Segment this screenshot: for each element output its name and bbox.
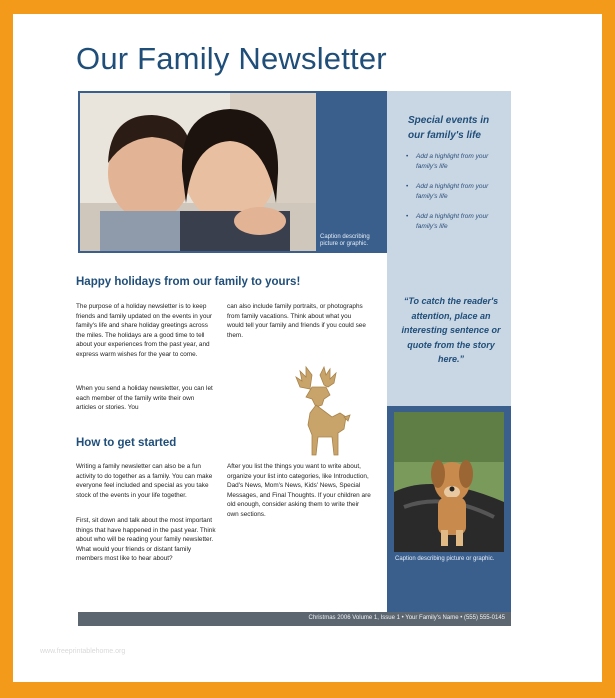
body-paragraph: The purpose of a holiday newsletter is to keep friends and family updated on the events in your family's life and share holiday greetings across the miles. The holidays are a good time to tell about your experiences from the past year, and express warm wishes for the year to come. — [76, 303, 213, 358]
body-paragraph: First, sit down and talk about the most important things that have happened in the past year. Think about who will be reading your family newsletter. What would your friends or distant family members most like to hear about? — [76, 517, 216, 563]
list-item: • Add a highlight from your family's life — [406, 213, 489, 230]
body-paragraph: When you send a holiday newsletter, you can let each member of the family write their own articles or stories. You — [76, 385, 213, 412]
children-photo — [80, 93, 316, 251]
watermark: www.freeprintablehome.org — [40, 648, 126, 655]
photo-caption: Caption describing picture or graphic. — [320, 234, 370, 247]
body-paragraph: can also include family portraits, or photographs from family vacations. Think about what you would tell your family and friends if you could see them. — [227, 303, 366, 339]
section-heading-get-started: How to get started — [76, 437, 177, 449]
body-paragraph: Writing a family newsletter can also be a fun activity to do together as a family. You can make everyone feel included and special as you take stock of the events in your life together. — [76, 463, 213, 499]
list-item: • Add a highlight from your family's life — [406, 183, 489, 200]
bullet-icon: • — [406, 183, 409, 190]
list-item: • Add a highlight from your family's life — [406, 153, 489, 170]
section-heading-holidays: Happy holidays from our family to yours! — [76, 276, 301, 288]
body-paragraph: After you list the things you want to write about, organize your list into categories, like Introduction, Dad's News, Mom's News, Kids' News, Special Messages, and Final Thoughts. If your children are old enough, consider asking them to write their own sections. — [227, 463, 371, 518]
bullet-icon: • — [406, 213, 409, 220]
dog-photo-caption: Caption describing picture or graphic. — [395, 556, 495, 562]
highlight-list — [406, 152, 510, 242]
footer-bar — [78, 612, 511, 626]
reindeer-icon — [272, 365, 358, 461]
pull-quote: “To catch the reader's attention, place an interesting sentence or quote from the story here.” — [401, 296, 501, 364]
newsletter-title: Our Family Newsletter — [76, 41, 387, 76]
footer-text: Christmas 2006 Volume 1, Issue 1 • Your Family's Name • (555) 555-0145 — [308, 615, 505, 621]
bullet-icon: • — [406, 153, 409, 160]
sidebar-title: Special events in our family's life — [408, 115, 490, 141]
puppy-photo — [394, 412, 504, 552]
